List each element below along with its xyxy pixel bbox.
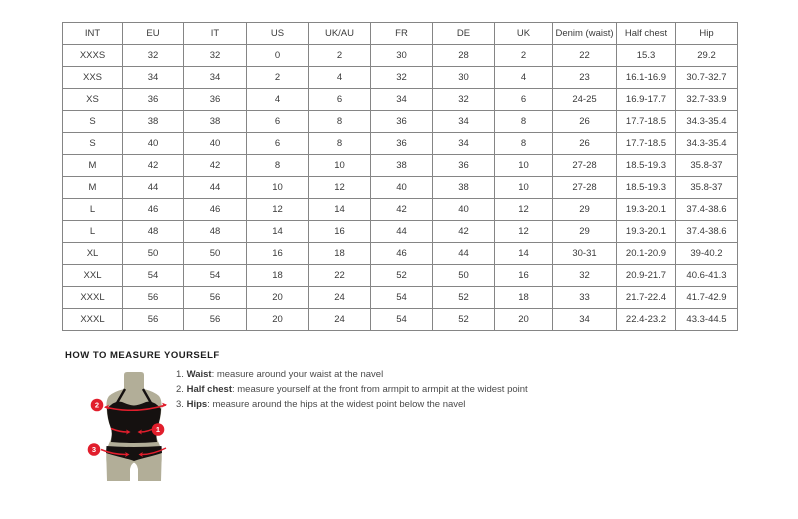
- table-cell: 35.8-37: [676, 155, 738, 177]
- table-cell: 46: [184, 199, 247, 221]
- table-cell: 54: [371, 309, 433, 331]
- table-cell: 34: [553, 309, 617, 331]
- table-cell: 32: [433, 89, 495, 111]
- table-cell: 21.7-22.4: [617, 287, 676, 309]
- table-cell: XXXL: [63, 309, 123, 331]
- table-cell: 18.5-19.3: [617, 155, 676, 177]
- table-cell: 6: [309, 89, 371, 111]
- table-cell: 38: [433, 177, 495, 199]
- table-cell: 38: [371, 155, 433, 177]
- table-cell: 36: [184, 89, 247, 111]
- table-cell: 40: [433, 199, 495, 221]
- table-cell: 19.3-20.1: [617, 199, 676, 221]
- marker-chest-badge: [91, 399, 104, 412]
- step-text: : measure around the hips at the widest point below the navel: [207, 399, 466, 410]
- table-cell: 40: [123, 133, 184, 155]
- table-cell: 16.9-17.7: [617, 89, 676, 111]
- table-cell: 42: [184, 155, 247, 177]
- column-header: US: [247, 23, 309, 45]
- table-cell: 4: [495, 67, 553, 89]
- table-cell: 56: [123, 309, 184, 331]
- step-number: 3.: [176, 399, 184, 410]
- table-cell: 56: [184, 309, 247, 331]
- table-cell: 32: [553, 265, 617, 287]
- table-row: [63, 133, 738, 155]
- step-text: : measure around your waist at the navel: [211, 369, 384, 380]
- column-header: EU: [123, 23, 184, 45]
- table-cell: 34: [433, 111, 495, 133]
- table-cell: 44: [123, 177, 184, 199]
- table-cell: 54: [123, 265, 184, 287]
- table-cell: 2: [495, 45, 553, 67]
- measure-step-waist: [176, 370, 528, 381]
- step-term: Half chest: [186, 384, 232, 395]
- table-cell: 20.9-21.7: [617, 265, 676, 287]
- table-row: [63, 177, 738, 199]
- table-cell: 54: [371, 287, 433, 309]
- table-cell: 16: [495, 265, 553, 287]
- table-cell: 33: [553, 287, 617, 309]
- table-cell: 24: [309, 287, 371, 309]
- table-cell: 32: [123, 45, 184, 67]
- marker-hips-badge: [88, 443, 101, 456]
- header-row: [63, 23, 738, 45]
- table-cell: 52: [371, 265, 433, 287]
- table-row: [63, 111, 738, 133]
- table-cell: L: [63, 221, 123, 243]
- table-cell: 50: [433, 265, 495, 287]
- table-cell: S: [63, 111, 123, 133]
- table-cell: 28: [433, 45, 495, 67]
- table-cell: 14: [495, 243, 553, 265]
- table-cell: 34: [123, 67, 184, 89]
- table-cell: 14: [247, 221, 309, 243]
- table-cell: 50: [123, 243, 184, 265]
- table-cell: XXL: [63, 265, 123, 287]
- table-cell: 44: [184, 177, 247, 199]
- column-header: UK: [495, 23, 553, 45]
- column-header: UK/AU: [309, 23, 371, 45]
- table-cell: 27-28: [553, 177, 617, 199]
- column-header: Hip: [676, 23, 738, 45]
- table-cell: 23: [553, 67, 617, 89]
- table-cell: 36: [433, 155, 495, 177]
- table-cell: 30: [433, 67, 495, 89]
- table-cell: 29: [553, 199, 617, 221]
- table-cell: 26: [553, 133, 617, 155]
- svg-text:3: 3: [91, 445, 97, 455]
- table-cell: 12: [247, 199, 309, 221]
- table-cell: 15.3: [617, 45, 676, 67]
- table-cell: M: [63, 177, 123, 199]
- table-cell: 34.3-35.4: [676, 111, 738, 133]
- table-cell: 43.3-44.5: [676, 309, 738, 331]
- table-cell: 41.7-42.9: [676, 287, 738, 309]
- step-number: 2.: [176, 384, 184, 395]
- table-cell: 35.8-37: [676, 177, 738, 199]
- table-cell: 2: [309, 45, 371, 67]
- column-header: IT: [184, 23, 247, 45]
- column-header: INT: [63, 23, 123, 45]
- table-cell: 40.6-41.3: [676, 265, 738, 287]
- table-cell: 8: [495, 133, 553, 155]
- table-cell: 42: [371, 199, 433, 221]
- table-cell: 8: [309, 133, 371, 155]
- table-cell: 44: [371, 221, 433, 243]
- column-header: Half chest: [617, 23, 676, 45]
- table-cell: 10: [309, 155, 371, 177]
- table-cell: 20: [247, 309, 309, 331]
- table-row: [63, 221, 738, 243]
- table-cell: 18: [247, 265, 309, 287]
- table-cell: 44: [433, 243, 495, 265]
- table-cell: 8: [309, 111, 371, 133]
- column-header: DE: [433, 23, 495, 45]
- table-cell: 36: [371, 133, 433, 155]
- table-cell: 40: [184, 133, 247, 155]
- table-cell: 40: [371, 177, 433, 199]
- table-cell: 52: [433, 309, 495, 331]
- table-cell: 6: [247, 133, 309, 155]
- column-header: FR: [371, 23, 433, 45]
- table-cell: 34: [371, 89, 433, 111]
- table-cell: 10: [247, 177, 309, 199]
- table-cell: 36: [371, 111, 433, 133]
- table-cell: 24-25: [553, 89, 617, 111]
- table-cell: 30: [371, 45, 433, 67]
- table-cell: 30.7-32.7: [676, 67, 738, 89]
- table-row: [63, 309, 738, 331]
- step-term: Waist: [186, 369, 212, 380]
- table-row: [63, 155, 738, 177]
- size-conversion-table: [62, 22, 738, 331]
- table-body: [63, 45, 738, 331]
- table-cell: XL: [63, 243, 123, 265]
- table-cell: 17.7-18.5: [617, 133, 676, 155]
- table-cell: 12: [495, 221, 553, 243]
- table-cell: 52: [433, 287, 495, 309]
- table-cell: 22: [309, 265, 371, 287]
- table-cell: 32: [184, 45, 247, 67]
- table-cell: 18: [309, 243, 371, 265]
- table-cell: 10: [495, 155, 553, 177]
- svg-text:2: 2: [94, 400, 100, 410]
- table-cell: 10: [495, 177, 553, 199]
- table-cell: 34.3-35.4: [676, 133, 738, 155]
- table-cell: 6: [247, 111, 309, 133]
- table-cell: XXXS: [63, 45, 123, 67]
- table-cell: 8: [247, 155, 309, 177]
- table-cell: 12: [495, 199, 553, 221]
- table-cell: 34: [433, 133, 495, 155]
- table-cell: 29: [553, 221, 617, 243]
- table-cell: 36: [123, 89, 184, 111]
- measure-steps-list: [176, 370, 528, 415]
- table-cell: L: [63, 199, 123, 221]
- table-cell: 12: [309, 177, 371, 199]
- table-cell: 24: [309, 309, 371, 331]
- table-cell: 16.1-16.9: [617, 67, 676, 89]
- table-cell: 16: [247, 243, 309, 265]
- table-cell: XXXL: [63, 287, 123, 309]
- table-row: [63, 45, 738, 67]
- table-cell: 54: [184, 265, 247, 287]
- table-cell: 20: [495, 309, 553, 331]
- table-cell: 48: [184, 221, 247, 243]
- table-row: [63, 199, 738, 221]
- table-cell: 17.7-18.5: [617, 111, 676, 133]
- measurement-figure-illustration: [78, 369, 190, 483]
- table-cell: 34: [184, 67, 247, 89]
- table-cell: 19.3-20.1: [617, 221, 676, 243]
- table-cell: 42: [433, 221, 495, 243]
- table-cell: 20: [247, 287, 309, 309]
- table-cell: 46: [123, 199, 184, 221]
- table-row: [63, 287, 738, 309]
- table-cell: 32.7-33.9: [676, 89, 738, 111]
- table-cell: 27-28: [553, 155, 617, 177]
- step-term: Hips: [186, 399, 208, 410]
- table-cell: 46: [371, 243, 433, 265]
- table-cell: 18: [495, 287, 553, 309]
- table-cell: S: [63, 133, 123, 155]
- measure-step-hips: [176, 400, 528, 411]
- table-cell: M: [63, 155, 123, 177]
- table-cell: 42: [123, 155, 184, 177]
- table-cell: 14: [309, 199, 371, 221]
- table-cell: 37.4-38.6: [676, 221, 738, 243]
- table-cell: 16: [309, 221, 371, 243]
- table-cell: 29.2: [676, 45, 738, 67]
- marker-waist-badge: [152, 423, 165, 436]
- table-cell: 18.5-19.3: [617, 177, 676, 199]
- svg-text:1: 1: [155, 425, 161, 435]
- table-cell: 38: [123, 111, 184, 133]
- table-cell: 22.4-23.2: [617, 309, 676, 331]
- step-number: 1.: [176, 369, 184, 380]
- table-cell: 50: [184, 243, 247, 265]
- table-cell: XS: [63, 89, 123, 111]
- table-cell: 0: [247, 45, 309, 67]
- table-row: [63, 265, 738, 287]
- table-cell: 38: [184, 111, 247, 133]
- table-cell: 39-40.2: [676, 243, 738, 265]
- table-cell: 6: [495, 89, 553, 111]
- table-cell: 30-31: [553, 243, 617, 265]
- table-cell: 37.4-38.6: [676, 199, 738, 221]
- table-cell: 20.1-20.9: [617, 243, 676, 265]
- table-row: [63, 89, 738, 111]
- column-header: Denim (waist): [553, 23, 617, 45]
- table-cell: 48: [123, 221, 184, 243]
- table-cell: 56: [184, 287, 247, 309]
- table-cell: 32: [371, 67, 433, 89]
- measure-step-half-chest: [176, 385, 528, 396]
- table-row: [63, 243, 738, 265]
- table-cell: 22: [553, 45, 617, 67]
- table-cell: 4: [309, 67, 371, 89]
- table-cell: 4: [247, 89, 309, 111]
- measure-guide-title: HOW TO MEASURE YOURSELF: [65, 350, 220, 361]
- table-cell: 8: [495, 111, 553, 133]
- table-cell: XXS: [63, 67, 123, 89]
- table-cell: 2: [247, 67, 309, 89]
- table-cell: 56: [123, 287, 184, 309]
- table-cell: 26: [553, 111, 617, 133]
- step-text: : measure yourself at the front from armpit to armpit at the widest point: [231, 384, 528, 395]
- table-row: [63, 67, 738, 89]
